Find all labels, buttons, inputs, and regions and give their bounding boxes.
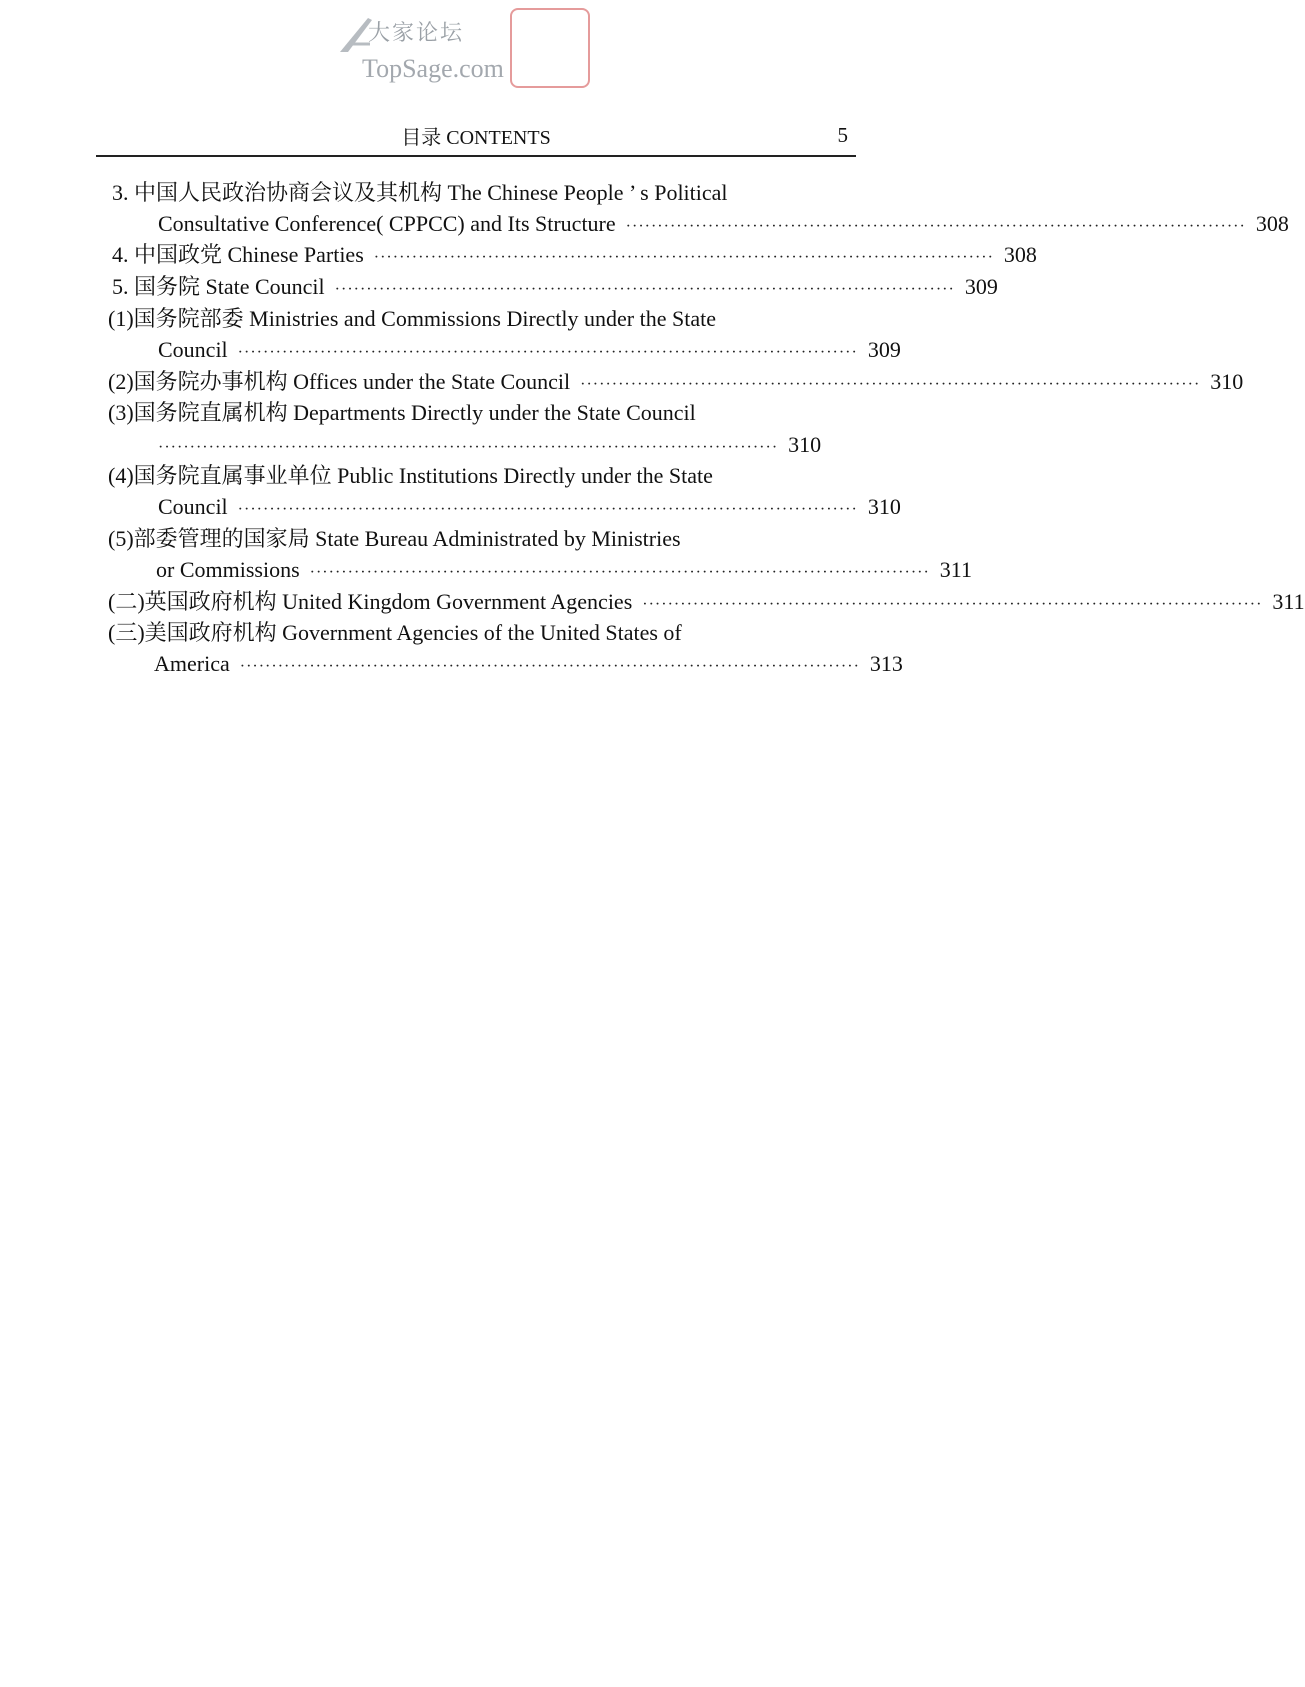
toc-page-number: 308 [1255, 211, 1289, 236]
toc-entry-title: (3)国务院直属机构 Departments Directly under the State Council [108, 400, 696, 425]
watermark-logo [338, 6, 598, 86]
toc-entry [108, 369, 1244, 395]
toc-page-number: 310 [788, 432, 822, 457]
dot-leader: ·································································································· [625, 218, 1246, 235]
toc-entry [112, 274, 998, 300]
toc-entry-title-cont: Council [158, 337, 228, 362]
toc-page-number: 313 [869, 651, 903, 676]
toc-entry [158, 494, 901, 520]
dot-leader: ·································································································· [237, 344, 858, 361]
red-seal-stamp [510, 8, 590, 88]
toc-entry-title-cont: Council [158, 494, 228, 519]
toc-page-number: 309 [867, 337, 901, 362]
toc-entry-title-cont: Consultative Conference( CPPCC) and Its Structure [158, 211, 616, 236]
toc-entry-title: 5. 国务院 State Council [112, 274, 325, 299]
toc-page-number: 309 [964, 274, 998, 299]
running-header [96, 115, 856, 157]
toc-entry-title: (三)美国政府机构 Government Agencies of the United States of [108, 620, 682, 645]
dot-leader: ·································································································· [237, 501, 858, 518]
toc-entry [154, 651, 903, 677]
toc-entry [156, 557, 972, 583]
page-number: 5 [837, 123, 848, 147]
toc-page-number: 311 [1272, 589, 1305, 614]
toc-entry-title-cont: America [154, 651, 230, 676]
dot-leader: ·································································································· [642, 596, 1263, 613]
watermark-logo-text: 大家论坛 [368, 20, 465, 45]
toc-page-number: 308 [1003, 242, 1037, 267]
header-title: 目录 CONTENTS [401, 127, 551, 149]
toc-entry [158, 337, 901, 363]
toc-page-number: 310 [1210, 369, 1244, 394]
toc-entry-title: 3. 中国人民政治协商会议及其机构 The Chinese People ’ s Political [112, 180, 728, 205]
dot-leader: ·································································································· [158, 439, 779, 456]
toc-entry [108, 589, 1305, 615]
toc-entry [112, 242, 1037, 268]
dot-leader: ·································································································· [334, 281, 955, 298]
toc-entry-title: (二)英国政府机构 United Kingdom Government Agencies [108, 589, 633, 614]
watermark-site: TopSage.com [362, 54, 504, 83]
toc-page-number: 311 [939, 557, 972, 582]
dot-leader: ·································································································· [580, 376, 1201, 393]
toc-entry-title: (5)部委管理的国家局 State Bureau Administrated by Ministries [108, 526, 681, 551]
toc-entry-title: (2)国务院办事机构 Offices under the State Council [108, 369, 571, 394]
toc-page-number: 310 [867, 494, 901, 519]
toc-entry-title-cont: or Commissions [156, 557, 300, 582]
dot-leader: ·································································································· [373, 249, 994, 266]
dot-leader: ·································································································· [239, 658, 860, 675]
toc-entry-title: (4)国务院直属事业单位 Public Institutions Directly under the State [108, 463, 713, 488]
dot-leader: ·································································································· [309, 564, 930, 581]
toc-entry-title: 4. 中国政党 Chinese Parties [112, 242, 364, 267]
toc-entry [158, 211, 1289, 237]
toc-entry [158, 432, 822, 458]
toc-entry-title: (1)国务院部委 Ministries and Commissions Directly under the State [108, 306, 716, 331]
